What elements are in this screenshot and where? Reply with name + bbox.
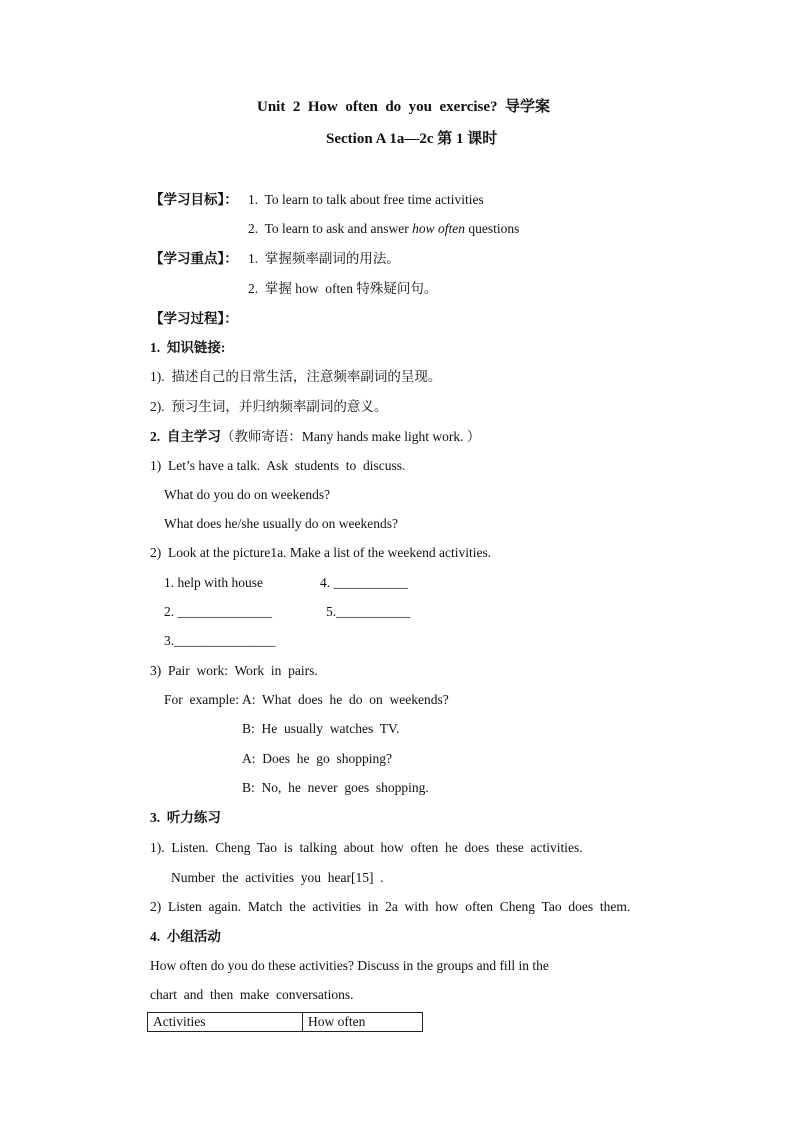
doc-subtitle: Section A 1a—2c 第 1 课时 <box>326 131 498 147</box>
example-label: For example: <box>164 692 246 707</box>
process-label: 【学习过程】： <box>150 311 238 326</box>
dialog-line-2: B: He usually watches TV. <box>242 721 400 736</box>
keypoints-label: 【学习重点】： <box>150 251 238 266</box>
dialog-line-1: A: What does he do on weekends? <box>242 692 449 707</box>
section-2-heading-line <box>150 430 480 444</box>
section-3-item-1: 1). Listen. Cheng Tao is talking about how often he does these activities. <box>150 840 583 855</box>
section-2-heading: 2. 自主学习 <box>150 429 221 444</box>
section-1-item-2: 2). 预习生词，并归纳频率副词的意义。 <box>150 399 388 414</box>
section-3-item-2: 2) Listen again. Match the activities in 2a with how often Cheng Tao does them. <box>150 899 631 914</box>
section-1-heading: 1. 知识链接: <box>150 340 226 355</box>
table-header-row <box>148 1013 423 1032</box>
section-2-heading-note: （教师寄语：Many hands make light work. ） <box>220 429 481 444</box>
keypoint-item-1: 1. 掌握频率副词的用法。 <box>248 251 400 266</box>
section-3-heading: 3. 听力练习 <box>150 810 221 825</box>
goal-item-1: 1. To learn to talk about free time activities <box>248 192 484 207</box>
section-2-q1b: What does he/she usually do on weekends? <box>164 516 398 531</box>
doc-title: Unit 2 How often do you exercise? 导学案 <box>257 99 551 115</box>
keypoint-item-2: 2. 掌握 how often 特殊疑问句。 <box>248 281 438 296</box>
section-2-q1: 1) Let’s have a talk. Ask students to discuss. <box>150 458 406 473</box>
section-1-item-1: 1). 描述自己的日常生活，注意频率副词的呈现。 <box>150 369 442 384</box>
activity-list-item-3: 3._______________ <box>164 633 276 648</box>
section-2-q2: 2) Look at the picture1a. Make a list of the weekend activities. <box>150 545 492 560</box>
goal-item-2 <box>248 222 519 236</box>
goal-item-2-italic: how often <box>412 221 466 236</box>
section-2-q1a: What do you do on weekends? <box>164 487 331 502</box>
activity-list-item-2: 2. ______________ <box>164 604 272 619</box>
activity-list-item-4: 4. ___________ <box>320 575 408 590</box>
goal-item-2-head: 2. To learn to ask and answer <box>248 221 413 236</box>
section-4-text-1: How often do you do these activities? Discuss in the groups and fill in the <box>150 958 549 973</box>
activity-list-item-1: 1. help with house <box>164 575 263 590</box>
dialog-line-3: A: Does he go shopping? <box>242 751 392 766</box>
section-4-heading: 4. 小组活动 <box>150 929 221 944</box>
section-4-text-2: chart and then make conversations. <box>150 987 354 1002</box>
goals-label: 【学习目标】： <box>150 192 238 207</box>
section-3-item-1-cont: Number the activities you hear[15] . <box>171 870 384 885</box>
section-2-q3: 3) Pair work: Work in pairs. <box>150 663 318 678</box>
goal-item-2-tail: questions <box>465 221 520 236</box>
activity-list-item-5: 5.___________ <box>326 604 411 619</box>
dialog-line-4: B: No, he never goes shopping. <box>242 780 429 795</box>
table-header-how-often: How often <box>303 1013 423 1032</box>
activities-table <box>147 1012 423 1032</box>
table-header-activities: Activities <box>148 1013 303 1032</box>
